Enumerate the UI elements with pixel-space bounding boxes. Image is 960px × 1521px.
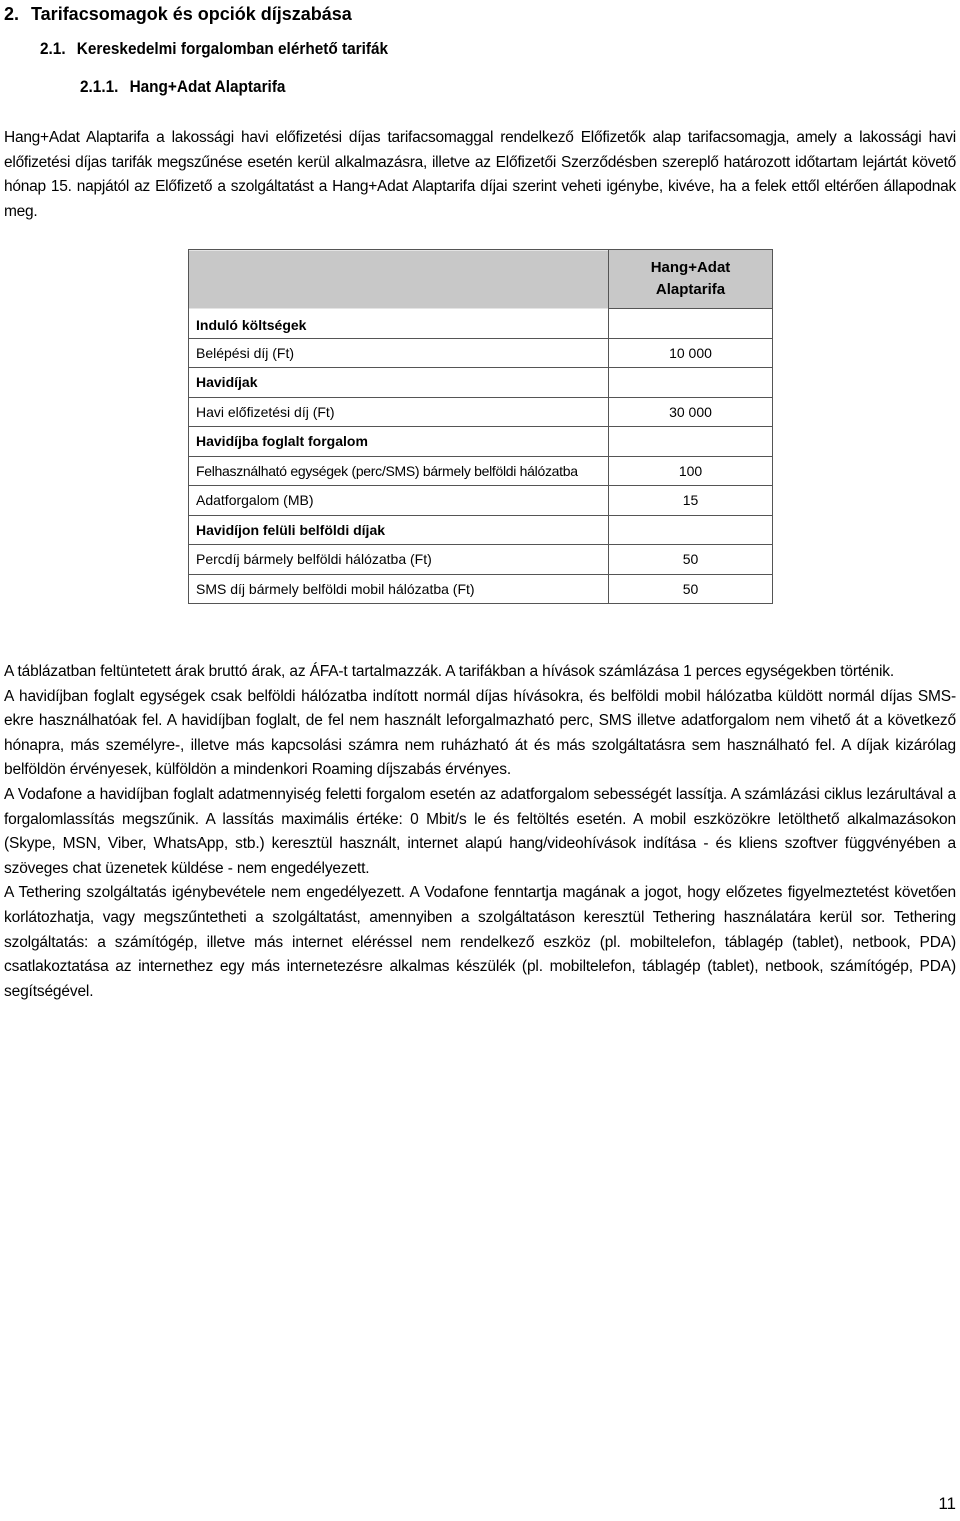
row-value: 100 <box>609 456 773 486</box>
row-label: Belépési díj (Ft) <box>189 338 609 368</box>
table-row <box>189 397 773 427</box>
section-included-traffic: Havidíjba foglalt forgalom <box>189 427 609 457</box>
section-initial-costs <box>189 250 609 339</box>
row-label: Percdíj bármely belföldi hálózatba (Ft) <box>189 545 609 575</box>
empty-cell <box>609 427 773 457</box>
row-value: 30 000 <box>609 397 773 427</box>
page-number: 11 <box>938 1494 956 1513</box>
heading-3-number: 2.1.1. <box>80 78 119 96</box>
note-paragraph: A táblázatban feltüntetett árak bruttó árak, az ÁFA-t tartalmazzák. A tarifákban a hívások számlázása 1 perces egységekben történik. <box>4 663 895 680</box>
heading-2-number: 2.1. <box>40 40 66 58</box>
heading-3-title: Hang+Adat Alaptarifa <box>129 78 286 96</box>
note-paragraph: A havidíjban foglalt egységek csak belföldi hálózatba indított normál díjas hívásokra, és belföldi mobil hálózatba küldött normál díjas SMS-ekre használhatóak fel. A havidíjban foglalt, de fel nem használt leforgalmazható perc, SMS illetve adatforgalom nem vihető át a következő hónapra, más személyre-, illetve más kapcsolási számra nem ruházható át és más szolgáltatásra sem használható fel. A díjak kizárólag belföldön érvényesek, külföldön a mindenkori Roaming díjszabás érvényes. <box>4 687 956 779</box>
section-monthly-fees: Havidíjak <box>189 368 609 398</box>
heading-2 <box>40 40 388 59</box>
table-row <box>189 486 773 516</box>
heading-1 <box>4 4 352 25</box>
row-value: 10 000 <box>609 338 773 368</box>
row-value: 50 <box>609 545 773 575</box>
row-label: Havi előfizetési díj (Ft) <box>189 397 609 427</box>
note-paragraph: A Vodafone a havidíjban foglalt adatmennyiség feletti forgalom esetén az adatforgalom sebességét lassítja. A számlázási ciklus lezárultával a forgalomlassítás megszűnik. A lassítás maximális értéke: 0 Mbit/s le és feltöltés esetén. A mobil eszközökre letölthető alkalmazásokon (Skype, MSN, Viber, WhatsApp, stb.) keresztül használt, internet alapú hang/videohívások indítása - és kliens szoftver függvényében a szöveges chat üzenetek küldése - nem engedélyezett. <box>4 785 956 877</box>
row-label: Felhasználható egységek (perc/SMS) bármely belföldi hálózatba <box>189 456 609 486</box>
heading-3 <box>80 78 285 97</box>
row-label: Adatforgalom (MB) <box>189 486 609 516</box>
table-header-row <box>189 250 773 309</box>
notes-section <box>4 660 956 1004</box>
table-row <box>189 368 773 398</box>
empty-cell <box>609 368 773 398</box>
row-label: SMS díj bármely belföldi mobil hálózatba (Ft) <box>189 574 609 604</box>
note-paragraph: A Tethering szolgáltatás igénybevétele nem engedélyezett. A Vodafone fenntartja magának a jogot, hogy előzetes figyelmeztetést követően korlátozhatja, vagy megszűntetheti a szolgáltatást, amennyiben a szolgáltatáson keresztül Tethering használatára kerül sor. Tethering szolgáltatás: a számítógép, illetve más internet eléréssel nem rendelkező eszköz (pl. mobiltelefon, táblagép (tablet), netbook, PDA) csatlakoztatása az internethez egy más internetezésre alkalmas készülék (pl. mobiltelefon, táblagép (tablet), netbook, számítógép, PDA) segítségével. <box>4 884 956 1000</box>
table-row <box>189 338 773 368</box>
section-initial-costs-label: Induló költségek <box>196 316 307 333</box>
tariff-table <box>188 249 773 604</box>
empty-cell <box>609 309 773 339</box>
table-row <box>189 427 773 457</box>
table-row <box>189 545 773 575</box>
intro-paragraph: Hang+Adat Alaptarifa a lakossági havi előfizetési díjas tarifacsomaggal rendelkező Előfizetők alap tarifacsomagja, amely a lakossági havi előfizetési díjas tarifák megszűnése esetén kerül alkalmazásra, illetve az Előfizetői Szerződésben szereplő határozott időtartam lejártát követő hónap 15. napjától az Előfizető a szolgáltatást a Hang+Adat Alaptarifa díjai szerint veheti igénybe, kivéve, ha a felek ettől eltérően állapodnak meg. <box>4 129 956 220</box>
row-value: 15 <box>609 486 773 516</box>
heading-1-title: Tarifacsomagok és opciók díjszabása <box>31 4 352 24</box>
heading-2-title: Kereskedelmi forgalomban elérhető tarifák <box>76 40 389 58</box>
section-extra-fees: Havidíjon felüli belföldi díjak <box>189 515 609 545</box>
table-row <box>189 515 773 545</box>
heading-1-number: 2. <box>4 4 20 24</box>
empty-cell <box>609 515 773 545</box>
table-column-header: Hang+Adat Alaptarifa <box>609 250 773 309</box>
table-row <box>189 574 773 604</box>
row-value: 50 <box>609 574 773 604</box>
table-row <box>189 456 773 486</box>
